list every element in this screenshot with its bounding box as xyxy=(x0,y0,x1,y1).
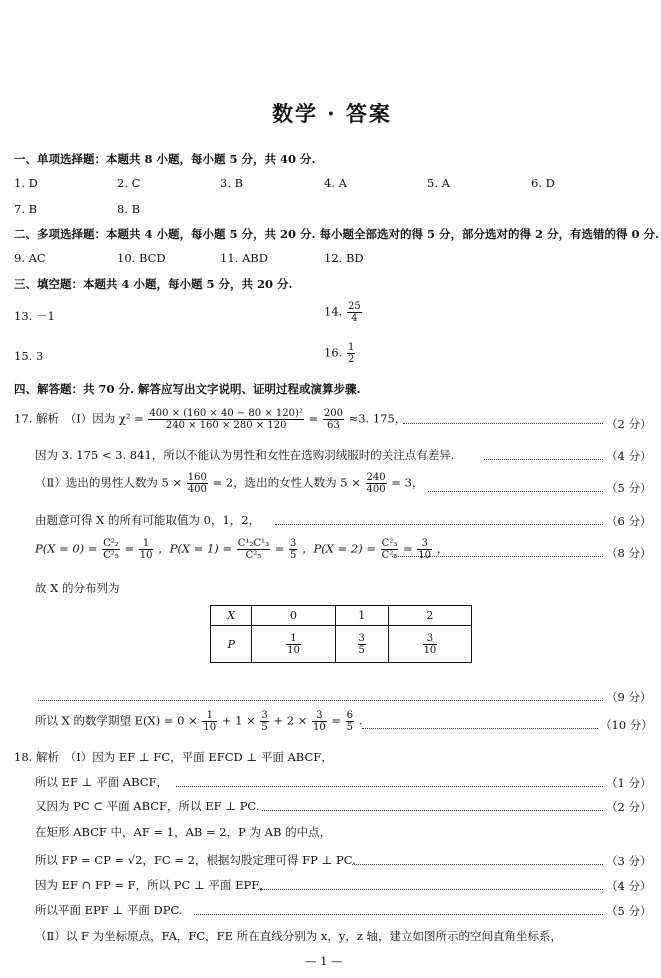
answer-item: 8. B xyxy=(117,202,141,216)
denominator: 400 xyxy=(187,484,207,495)
section-heading-single-choice: 一、单项选择题：本题共 8 小题，每小题 5 分，共 40 分. xyxy=(14,152,316,166)
q18-line-5: 所以 FP = CP = √2，FC = 2，根据勾股定理可得 FP ⊥ PC. xyxy=(35,853,356,867)
leader-dots xyxy=(194,914,603,915)
q17-line-7 xyxy=(35,710,362,733)
leader-dots xyxy=(262,810,603,811)
fraction xyxy=(358,633,366,656)
table-cell xyxy=(252,626,335,663)
numerator: 200 xyxy=(323,408,343,419)
fraction xyxy=(323,408,344,431)
answer-item xyxy=(324,342,356,365)
q18-line-1: 18. 解析 （Ⅰ）因为 EF ⊥ FC，平面 EFCD ⊥ 平面 ABCF， xyxy=(14,750,333,764)
text: ≈3. 175， xyxy=(348,411,407,426)
fraction xyxy=(237,538,270,561)
fraction xyxy=(366,472,387,495)
text: ， xyxy=(436,541,449,556)
text: = 3， xyxy=(391,475,424,490)
fraction xyxy=(347,301,362,324)
denominator: 10 xyxy=(139,550,153,561)
text: = xyxy=(124,541,135,556)
fraction xyxy=(139,538,154,561)
denominator: 240 × 160 × 280 × 120 xyxy=(165,420,287,431)
score-label: （3 分） xyxy=(606,854,652,868)
page-number: — 1 — xyxy=(305,954,343,968)
fraction xyxy=(423,633,438,656)
text: ，P(X = 2) = xyxy=(302,541,377,556)
answer-label: 14. xyxy=(324,304,343,319)
answer-item: 9. AC xyxy=(14,251,46,265)
score-label: （2 分） xyxy=(606,417,652,431)
denominator: 4 xyxy=(351,313,358,324)
denominator: 10 xyxy=(312,722,326,733)
q18-line-6: 因为 EF ∩ FP = F，所以 PC ⊥ 平面 EPF， xyxy=(35,878,271,892)
answer-item: 2. C xyxy=(117,176,141,190)
leader-dots xyxy=(403,423,603,424)
table-row xyxy=(211,626,472,663)
table-cell: 1 xyxy=(335,606,388,626)
q18-line-3: 又因为 PC ⊂ 平面 ABCF，所以 EF ⊥ PC. xyxy=(35,799,260,813)
numerator: 1 xyxy=(139,538,154,550)
denominator: 5 xyxy=(346,722,354,733)
score-label: （2 分） xyxy=(606,800,652,814)
text: = xyxy=(403,541,413,556)
text: 所以 X 的数学期望 E(X) = 0 × xyxy=(35,713,198,728)
section-heading-multiple-choice: 二、多项选择题：本题共 4 小题，每小题 5 分，共 20 分. 每小题全部选对的得 5 分，部分选对的得 2 分，有选错的得 0 分. xyxy=(14,227,660,241)
fraction xyxy=(286,633,301,656)
q18-line-8: （Ⅱ）以 F 为坐标原点，FA，FC，FE 所在直线分别为 x，y，z 轴，建立如图所示的空间直角坐标系， xyxy=(35,929,563,943)
score-label: （9 分） xyxy=(606,690,652,704)
fraction xyxy=(289,538,297,561)
numerator: 3 xyxy=(423,633,438,645)
fraction xyxy=(381,538,399,561)
answer-item xyxy=(324,301,363,324)
score-label: （6 分） xyxy=(606,514,652,528)
q17-line-1 xyxy=(14,408,406,431)
answer-item: 12. BD xyxy=(324,251,364,265)
answer-item: 5. A xyxy=(427,176,450,190)
answer-item: 15. 3 xyxy=(14,349,44,363)
q18-line-7: 所以平面 EPF ⊥ 平面 DPC. xyxy=(35,903,183,917)
fraction xyxy=(347,342,355,365)
denominator: 10 xyxy=(287,644,300,656)
table-cell: 2 xyxy=(388,606,471,626)
leader-dots xyxy=(176,786,603,787)
answer-item: 11. ABD xyxy=(220,251,268,265)
text: P(X = 0) = xyxy=(35,541,98,556)
q17-line-3 xyxy=(35,472,423,495)
text: = xyxy=(331,713,341,728)
table-cell: X xyxy=(211,606,252,626)
denominator: 2 xyxy=(347,354,355,365)
leader-dots xyxy=(352,864,603,865)
fraction xyxy=(148,408,303,431)
score-label: （5 分） xyxy=(606,481,652,495)
section-heading-fill-blank: 三、填空题：本题共 4 小题，每小题 5 分，共 20 分. xyxy=(14,277,293,291)
text: . xyxy=(358,713,363,728)
score-label: （5 分） xyxy=(606,904,652,918)
fraction xyxy=(187,472,208,495)
denominator: C²₅ xyxy=(103,550,119,561)
leader-dots xyxy=(392,556,603,557)
denominator: 63 xyxy=(327,420,340,431)
leader-dots xyxy=(484,459,603,460)
numerator: 6 xyxy=(346,710,354,721)
q17-line-4: 由题意可得 X 的所有可能取值为 0，1，2， xyxy=(35,513,261,527)
numerator: C¹₂C¹₃ xyxy=(237,538,270,549)
numerator: 1 xyxy=(202,710,217,722)
numerator: 3 xyxy=(358,632,365,644)
score-label: （4 分） xyxy=(606,449,652,463)
table-cell: 0 xyxy=(252,606,335,626)
fraction xyxy=(202,710,217,733)
answer-item: 10. BCD xyxy=(117,251,166,265)
numerator: 3 xyxy=(261,710,268,721)
leader-dots xyxy=(38,700,603,701)
numerator: C²₃ xyxy=(381,538,398,549)
table-cell xyxy=(335,626,388,663)
q17-line-2: 因为 3. 175 < 3. 841，所以不能认为男性和女性在选购羽绒服时的关注点有差异. xyxy=(35,448,455,462)
score-label: （10 分） xyxy=(600,718,653,732)
numerator: 25 xyxy=(347,301,361,312)
q18-line-4: 在矩形 ABCF 中，AF = 1，AB = 2，P 为 AB 的中点， xyxy=(35,825,332,839)
denominator: C²₅ xyxy=(245,550,262,561)
fraction xyxy=(102,538,120,561)
numerator: 3 xyxy=(417,538,432,550)
distribution-table xyxy=(210,605,472,663)
answer-item: 7. B xyxy=(14,202,38,216)
leader-dots xyxy=(362,728,598,729)
numerator: 1 xyxy=(347,342,355,353)
denominator: 5 xyxy=(261,722,268,733)
leader-dots xyxy=(275,524,603,525)
denominator: 10 xyxy=(203,722,217,733)
denominator: 400 xyxy=(366,484,386,495)
text: = xyxy=(308,411,319,426)
answer-item: 3. B xyxy=(220,176,244,190)
score-label: （8 分） xyxy=(606,546,652,560)
leader-dots xyxy=(258,889,603,890)
table-cell xyxy=(388,626,471,663)
q17-line-5 xyxy=(35,538,448,561)
denominator: 5 xyxy=(358,644,365,656)
score-label: （1 分） xyxy=(606,776,652,790)
fraction xyxy=(417,538,432,561)
text: = 2，选出的女性人数为 5 × xyxy=(212,475,361,490)
numerator: 160 xyxy=(187,472,207,483)
numerator: 240 xyxy=(366,472,386,483)
numerator: 3 xyxy=(312,710,327,722)
fraction xyxy=(312,710,327,733)
text: + 2 × xyxy=(273,713,308,728)
fraction xyxy=(346,710,354,733)
q18-line-2: 所以 EF ⊥ 平面 ABCF， xyxy=(35,775,169,789)
numerator: 400 × (160 × 40 − 80 × 120)² xyxy=(149,408,303,419)
score-label: （4 分） xyxy=(606,879,652,893)
answer-item: 13. －1 xyxy=(14,309,55,323)
denominator: 5 xyxy=(290,550,297,561)
text: （Ⅱ）选出的男性人数为 5 × xyxy=(35,475,183,490)
section-heading-solutions: 四、解答题：共 70 分. 解答应写出文字说明、证明过程或演算步骤. xyxy=(14,382,361,396)
q17-line-6: 故 X 的分布列为 xyxy=(35,581,120,595)
leader-dots xyxy=(428,491,603,492)
denominator: C²₅ xyxy=(381,550,398,561)
denominator: 10 xyxy=(423,644,437,656)
numerator: 3 xyxy=(290,538,297,549)
answer-item: 4. A xyxy=(324,176,347,190)
answer-label: 16. xyxy=(324,345,343,360)
text: + 1 × xyxy=(221,713,256,728)
numerator: 1 xyxy=(286,633,301,645)
fraction xyxy=(260,710,268,733)
answer-item: 6. D xyxy=(531,176,555,190)
answer-item: 1. D xyxy=(14,176,38,190)
numerator: C²₂ xyxy=(103,538,119,549)
text: ，P(X = 1) = xyxy=(158,541,233,556)
denominator: 10 xyxy=(418,550,432,561)
page-title: 数学 · 答案 xyxy=(272,101,392,126)
table-row xyxy=(211,606,472,626)
text: 17. 解析 （Ⅰ）因为 χ² = xyxy=(14,411,144,426)
text: = xyxy=(274,541,285,556)
table-cell: P xyxy=(211,626,252,663)
